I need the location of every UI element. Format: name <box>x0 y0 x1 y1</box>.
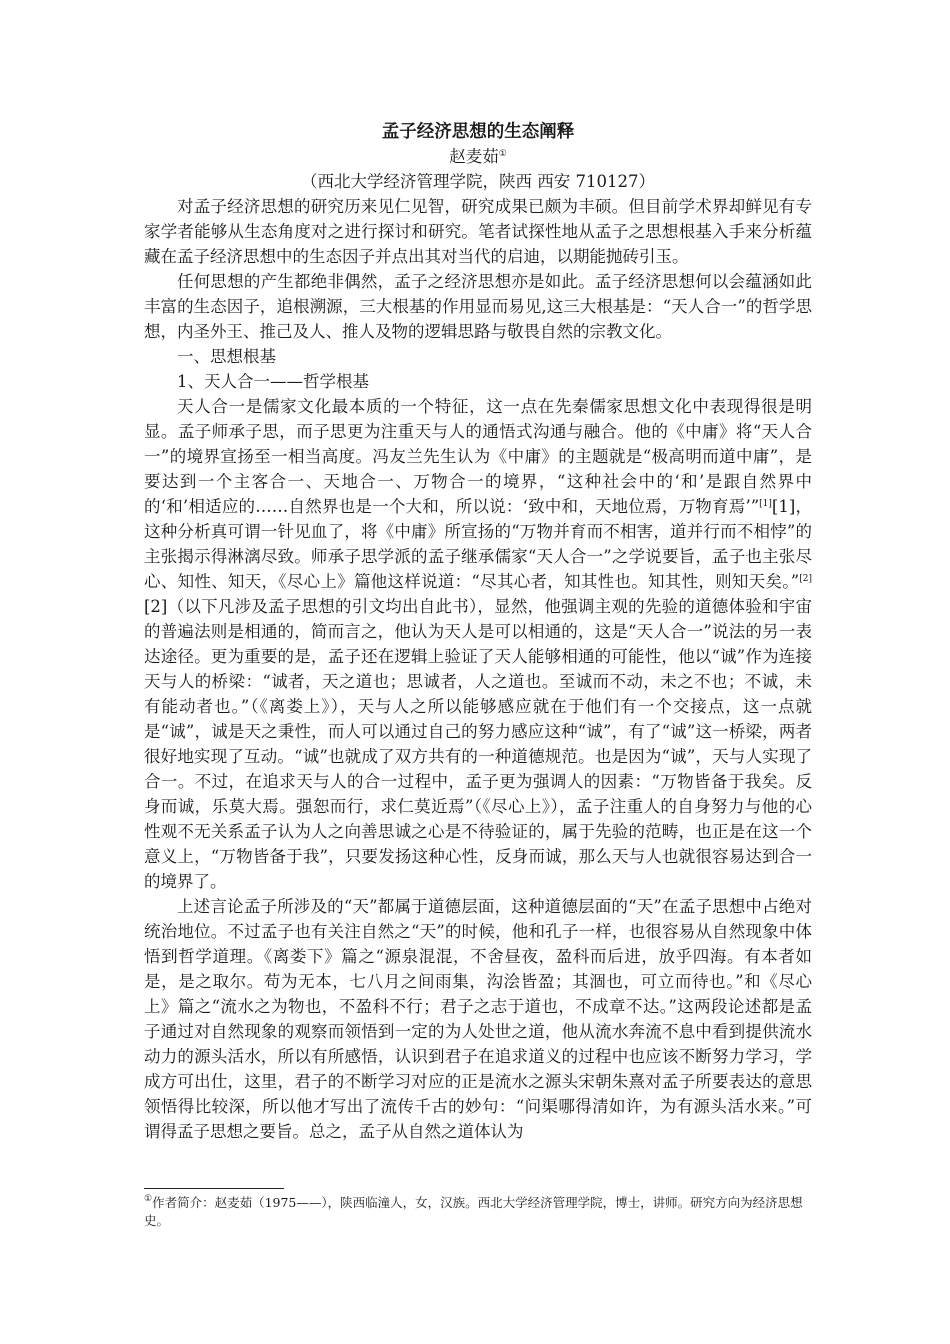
main-text <box>144 120 812 1144</box>
footnote-mark: ① <box>144 1194 153 1204</box>
affiliation: （西北大学经济管理学院，陕西 西安 710127） <box>301 172 655 191</box>
author-footnote-mark: ① <box>498 149 507 159</box>
footnote <box>144 1194 812 1230</box>
body-paragraph-1 <box>144 394 812 894</box>
citation-mark: [1] <box>759 499 772 509</box>
body-paragraph-2: 上述言论孟子所涉及的“天”都属于道德层面，这种道德层面的“天”在孟子思想中占绝对统治地位。不过孟子也有关注自然之“天”的时候，他和孔子一样，也很容易从自然现象中体悟到哲学道理。《离娄下》篇之“源泉混混，不舍昼夜，盈科而后进，放乎四海。有本者如是，是之取尔。苟为无本，七八月之间雨集，沟浍皆盈；其涸也，可立而待也。”和《尽心上》篇之“流水之为物也，不盈科不行；君子之志于道也，不成章不达。”这两段论述都是孟子通过对自然现象的观察而领悟到一定的为人处世之道，他从流水奔流不息中看到提供流水动力的源头活水，所以有所感悟，认识到君子在追求道义的过程中也应该不断努力学习，学成方可出仕，这里，君子的不断学习对应的正是流水之源头宋朝朱熹对孟子所要表达的意思领悟得比较深，所以他才写出了流传千古的妙句：“问渠哪得清如许，为有源头活水来。”可谓得孟子思想之要旨。总之，孟子从自然之道体认为 <box>144 897 812 1141</box>
footnote-text: 作者简介：赵麦茹（1975——），陕西临潼人，女，汉族。西北大学经济管理学院，博士，讲师。研究方向为经济思想史。 <box>144 1195 803 1228</box>
paragraph-text: [2]（以下凡涉及孟子思想的引文均出自此书），显然，他强调主观的先验的道德体验和宇宙的普遍法则是相通的，简而言之，他认为天人是可以相通的，这是“天人合一”说法的另一表达途径。更为重要的是，孟子还在逻辑上验证了天人能够相通的可能性，他以“诚”作为连接天与人的桥梁：“诚者，天之道也；思诚者，人之道也。至诚而不动，未之不也；不诚，未有能动者也。”（《离娄上》），天与人之所以能够感应就在于他们有一个交接点，这一点就是“诚”，诚是天之秉性，而人可以通过自己的努力感应这种“诚”，有了“诚”这一桥梁，两者很好地实现了互动。“诚”也就成了双方共有的一种道德规范。也是因为“诚”，天与人实现了合一。不过，在追求天与人的合一过程中，孟子更为强调人的因素：“万物皆备于我矣。反身而诚，乐莫大焉。强恕而行，求仁莫近焉”（《尽心上》），孟子注重人的自身努力与他的心性观不无关系孟子认为人之向善思诚之心是不待验证的，属于先验的范畴，也正是在这一个意义上，“万物皆备于我”，只要发扬这种心性，反身而诚，那么天与人也就很容易达到合一的境界了。 <box>144 597 812 891</box>
section-heading: 一、思想根基 <box>177 347 276 366</box>
paragraph-text: [1]，这种分析真可谓一针见血了，将《中庸》所宣扬的“万物并育而不相害，道并行而不相悖”的主张揭示得淋漓尽致。师承子思学派的孟子继承儒家“天人合一”之学说要旨，孟子也主张尽心、知性、知天，《尽心上》篇他这样说道：“尽其心者，知其性也。知其性，则知天矣。” <box>144 497 813 591</box>
author-name: 赵麦茹 <box>449 147 499 166</box>
intro-paragraph: 任何思想的产生都绝非偶然，孟子之经济思想亦是如此。孟子经济思想何以会蕴涵如此丰富的生态因子，追根溯源，三大根基的作用显而易见,这三大根基是：“天人合一”的哲学思想，内圣外王、推己及人、推人及物的逻辑思路与敬畏自然的宗教文化。 <box>144 272 812 341</box>
citation-mark: [2] <box>799 574 812 584</box>
paper-title: 孟子经济思想的生态阐释 <box>381 122 575 142</box>
abstract-paragraph: 对孟子经济思想的研究历来见仁见智，研究成果已颇为丰硕。但目前学术界却鲜见有专家学者能够从生态角度对之进行探讨和研究。笔者试探性地从孟子之思想根基入手来分析蕴藏在孟子经济思想中的生态因子并点出其对当代的启迪，以期能抛砖引玉。 <box>144 197 812 266</box>
paragraph-text: 天人合一是儒家文化最本质的一个特征，这一点在先秦儒家思想文化中表现得很是明显。孟子师承子思，而子思更为注重天与人的通悟式沟通与融合。他的《中庸》将“天人合一”的境界宣扬至一相当高度。冯友兰先生认为《中庸》的主题就是“极高明而道中庸”，是要达到一个主客合一、天地合一、万物合一的境界，“这种社会中的‘和’是跟自然界中的‘和’相适应的……自然界也是一个大和，所以说：‘致中和，天地位焉，万物育焉’” <box>144 397 812 516</box>
author-line <box>144 144 812 169</box>
footnote-divider <box>144 1188 284 1189</box>
subsection-heading: 1、天人合一——哲学根基 <box>177 372 369 391</box>
